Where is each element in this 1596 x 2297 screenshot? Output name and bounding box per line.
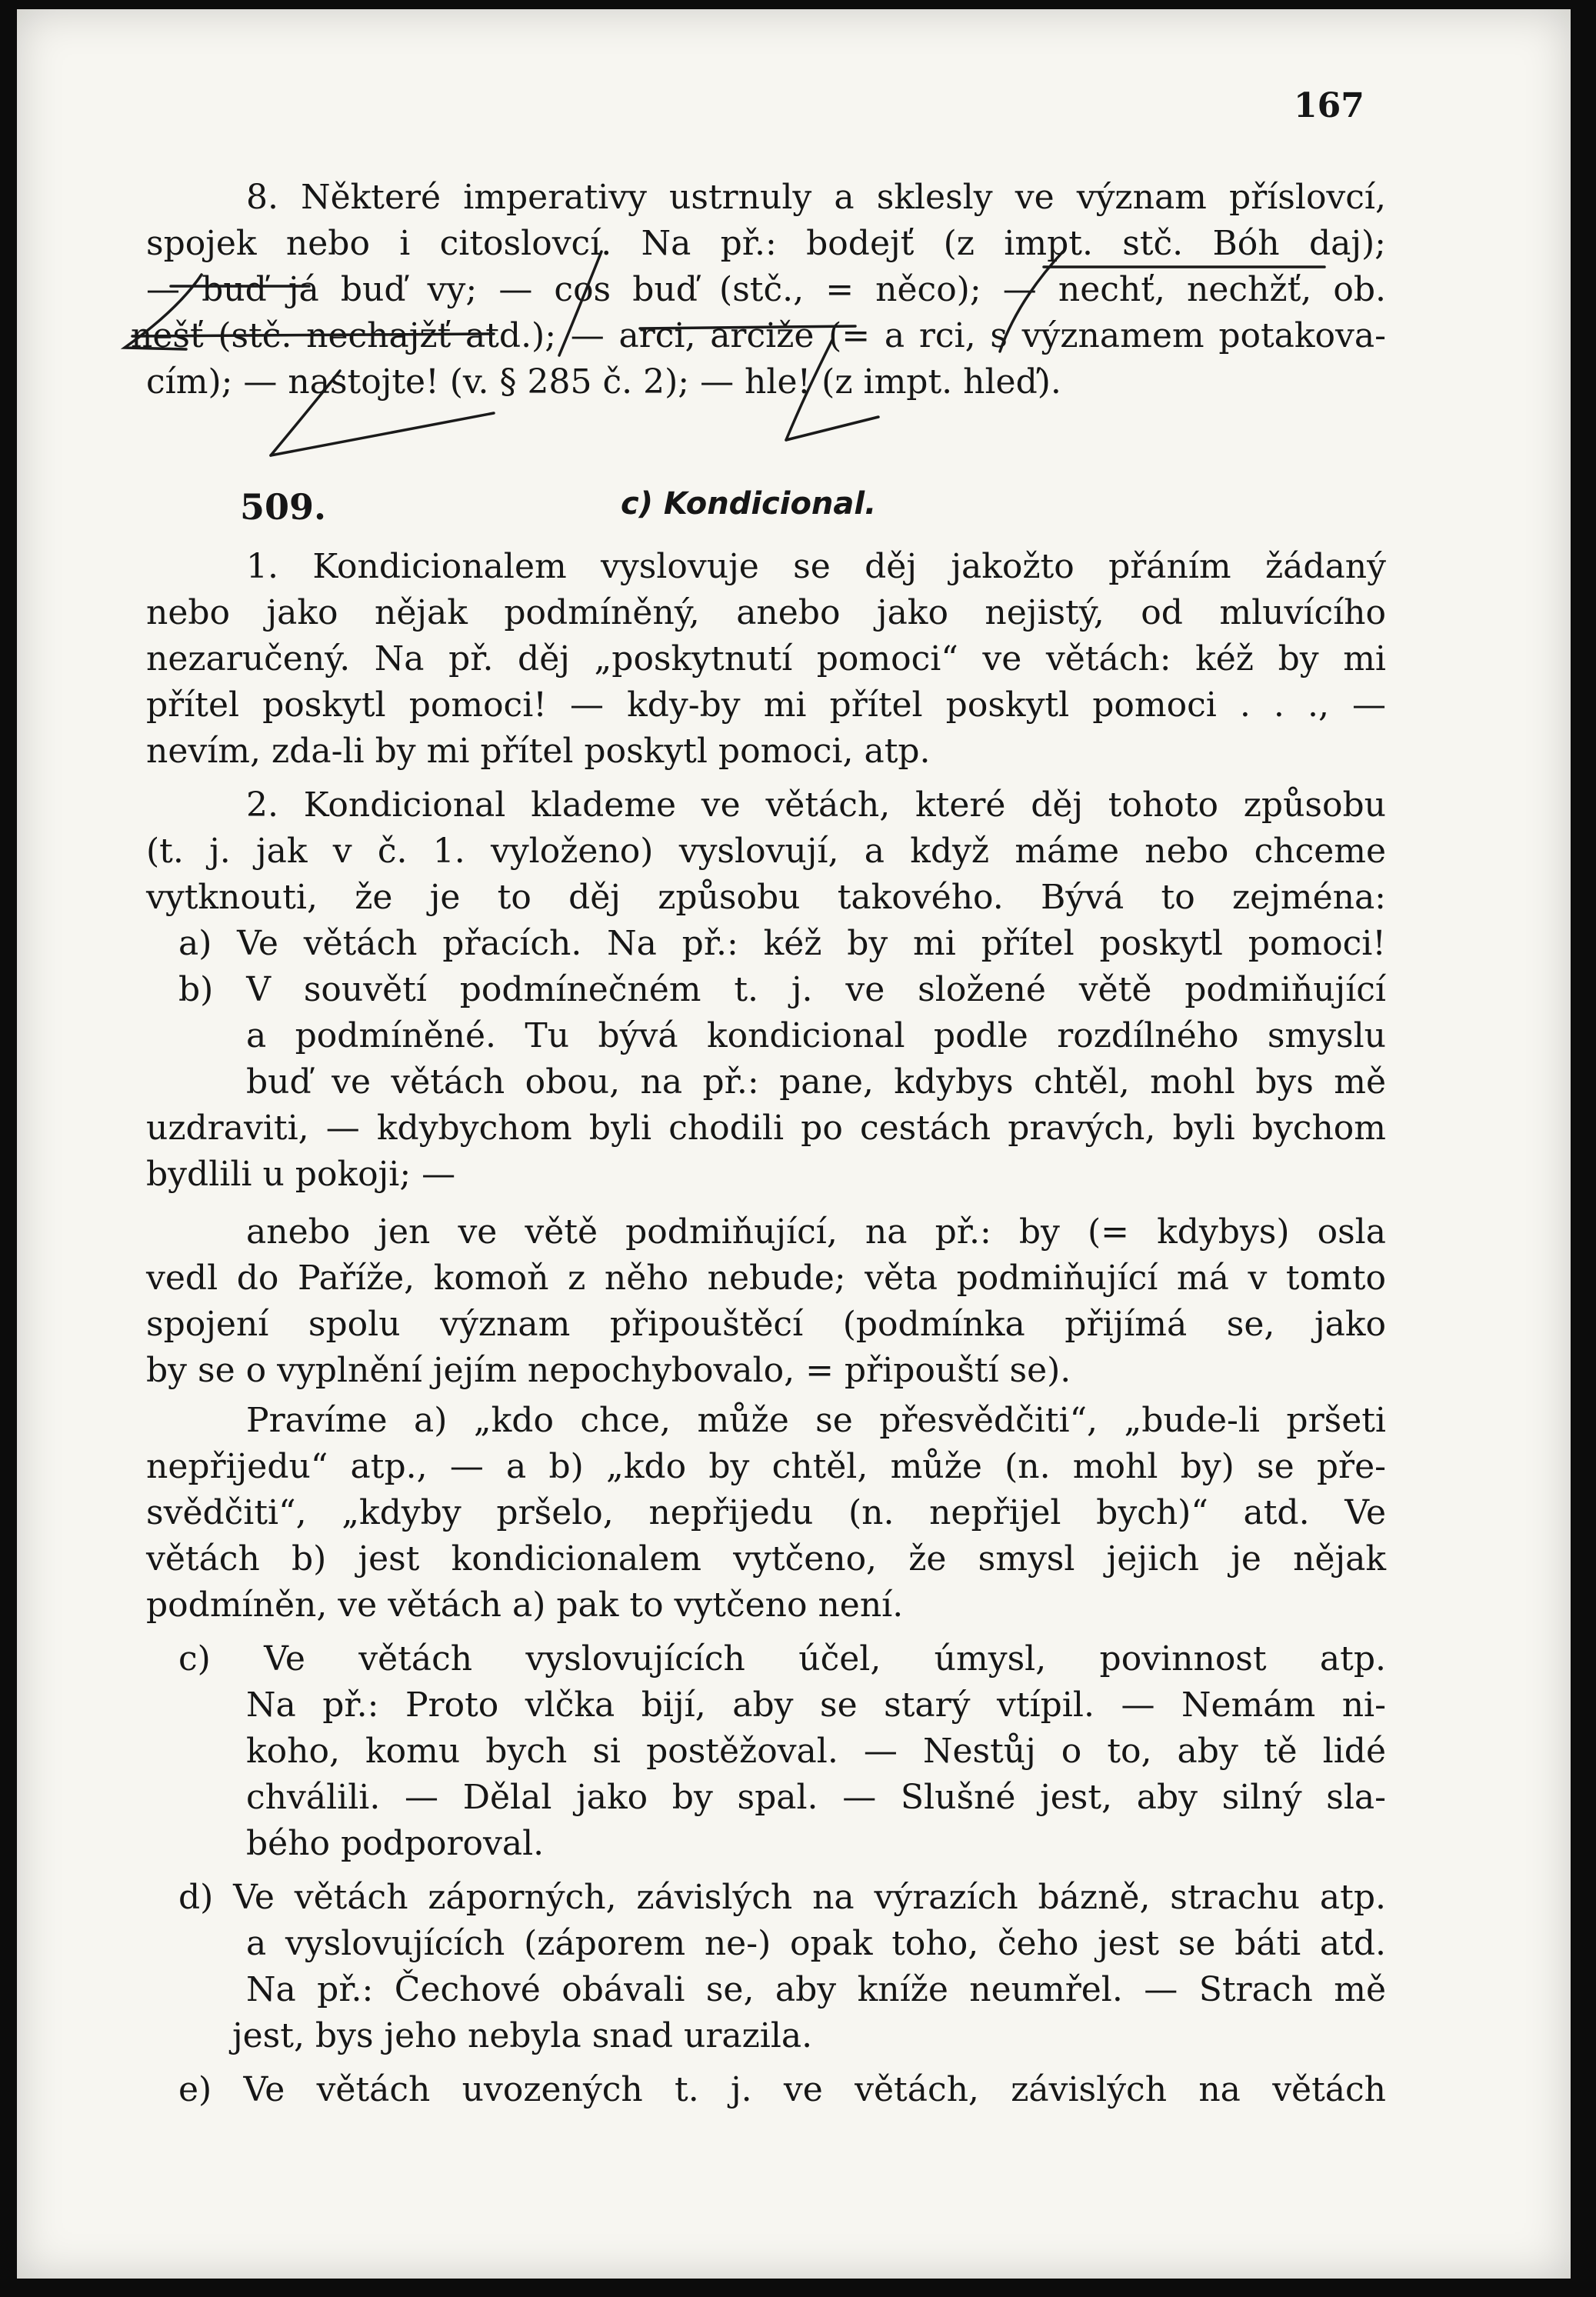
text-line: nezaručený. Na př. děj „poskytnutí pomoci“ ve větách: kéž by mi [146,639,1386,678]
text-line: anebo jen ve větě podmiňující, na př.: by (= kdybys) osla [246,1212,1386,1252]
section-number: 509. [240,486,327,528]
text-line: a) Ve větách přacích. Na př.: kéž by mi přítel poskytl pomoci! [178,924,1386,963]
text-line: cím); — nastojte! (v. § 285 č. 2); — hle! (z impt. hleď). [146,362,1061,402]
text-line: svědčiti“, „kdyby pršelo, nepřijedu (n. nepřijel bych)“ atd. Ve [146,1493,1386,1532]
text-line: spojení spolu význam připouštěcí (podmínka přijímá se, jako [146,1305,1386,1344]
text-line: jest, bys jeho nebyla snad urazila. [232,2016,813,2055]
text-line: podmíněn, ve větách a) pak to vytčeno není. [146,1585,904,1625]
text-line: vytknouti, že je to děj způsobu takového. Bývá to zejména: [146,878,1386,917]
text-line: spojek nebo i citoslovcí. Na př.: bodejť (z impt. stč. Bóh daj); [146,224,1386,263]
text-line: b) V souvětí podmínečném t. j. ve složené větě podmiňující [178,970,1386,1009]
text-line: buď ve větách obou, na př.: pane, kdybys chtěl, mohl bys mě [246,1062,1386,1102]
text-line: nebo jako nějak podmíněný, anebo jako nejistý, od mluvícího [146,593,1386,632]
text-line: větách b) jest kondicionalem vytčeno, že smysl jejich je nějak [146,1539,1386,1579]
strike-mark [786,417,878,440]
text-line: chválili. — Dělal jako by spal. — Slušné jest, aby silný sla- [246,1778,1386,1817]
text-line: a podmíněné. Tu bývá kondicional podle rozdílného smyslu [246,1016,1386,1055]
text-line: koho, komu bych si postěžoval. — Nestůj o to, aby tě lidé [246,1732,1386,1771]
text-line: bého podporoval. [246,1824,545,1863]
text-line: Na př.: Čechové obávali se, aby kníže neumřel. — Strach mě [246,1970,1386,2009]
text-line: 8. Některé imperativy ustrnuly a sklesly ve význam příslovcí, [246,178,1386,217]
text-line: 1. Kondicionalem vyslovuje se děj jakožto přáním žádaný [246,547,1386,586]
text-line: Na př.: Proto vlčka bijí, aby se starý vtípil. — Nemám ni- [246,1685,1386,1725]
text-line: d) Ve větách záporných, závislých na výrazích bázně, strachu atp. [178,1878,1386,1917]
text-line: Pravíme a) „kdo chce, může se přesvědčiti“, „bude-li pršeti [246,1401,1386,1440]
text-line: (t. j. jak v č. 1. vyloženo) vyslovují, a když máme nebo chceme [146,832,1386,871]
text-line: nepřijedu“ atp., — a b) „kdo by chtěl, může (n. mohl by) se pře- [146,1447,1386,1486]
text-line: a vyslovujících (záporem ne-) opak toho, čeho jest se báti atd. [246,1924,1386,1963]
text-line: nešť (stč. nechajžť atd.); — arci, arciže (= a rci, s významem potakova- [131,316,1386,355]
page-number: 167 [1294,86,1364,125]
text-line: by se o vyplnění jejím nepochybovalo, = připouští se). [146,1351,1071,1390]
text-line: — buď já buď vy; — cos buď (stč., = něco); — nechť, nechžť, ob. [146,270,1386,309]
text-line: 2. Kondicional klademe ve větách, které děj tohoto způsobu [246,785,1386,825]
text-line: e) Ve větách uvozených t. j. ve větách, závislých na větách [178,2070,1386,2109]
text-line: uzdraviti, — kdybychom byli chodili po cestách pravých, byli bychom [146,1108,1386,1148]
book-page [17,9,1571,2279]
text-line: nevím, zda-li by mi přítel poskytl pomoci, atp. [146,732,931,771]
text-line: bydlili u pokoji; — [146,1155,456,1194]
section-title: c) Kondicional. [621,486,877,522]
text-line: vedl do Paříže, komoň z něho nebude; věta podmiňující má v tomto [146,1259,1386,1298]
strike-mark [271,413,494,455]
text-line: c) Ve větách vyslovujících účel, úmysl, povinnost atp. [178,1639,1386,1679]
text-line: přítel poskytl pomoci! — kdy-by mi přítel poskytl pomoci . . ., — [146,685,1386,725]
